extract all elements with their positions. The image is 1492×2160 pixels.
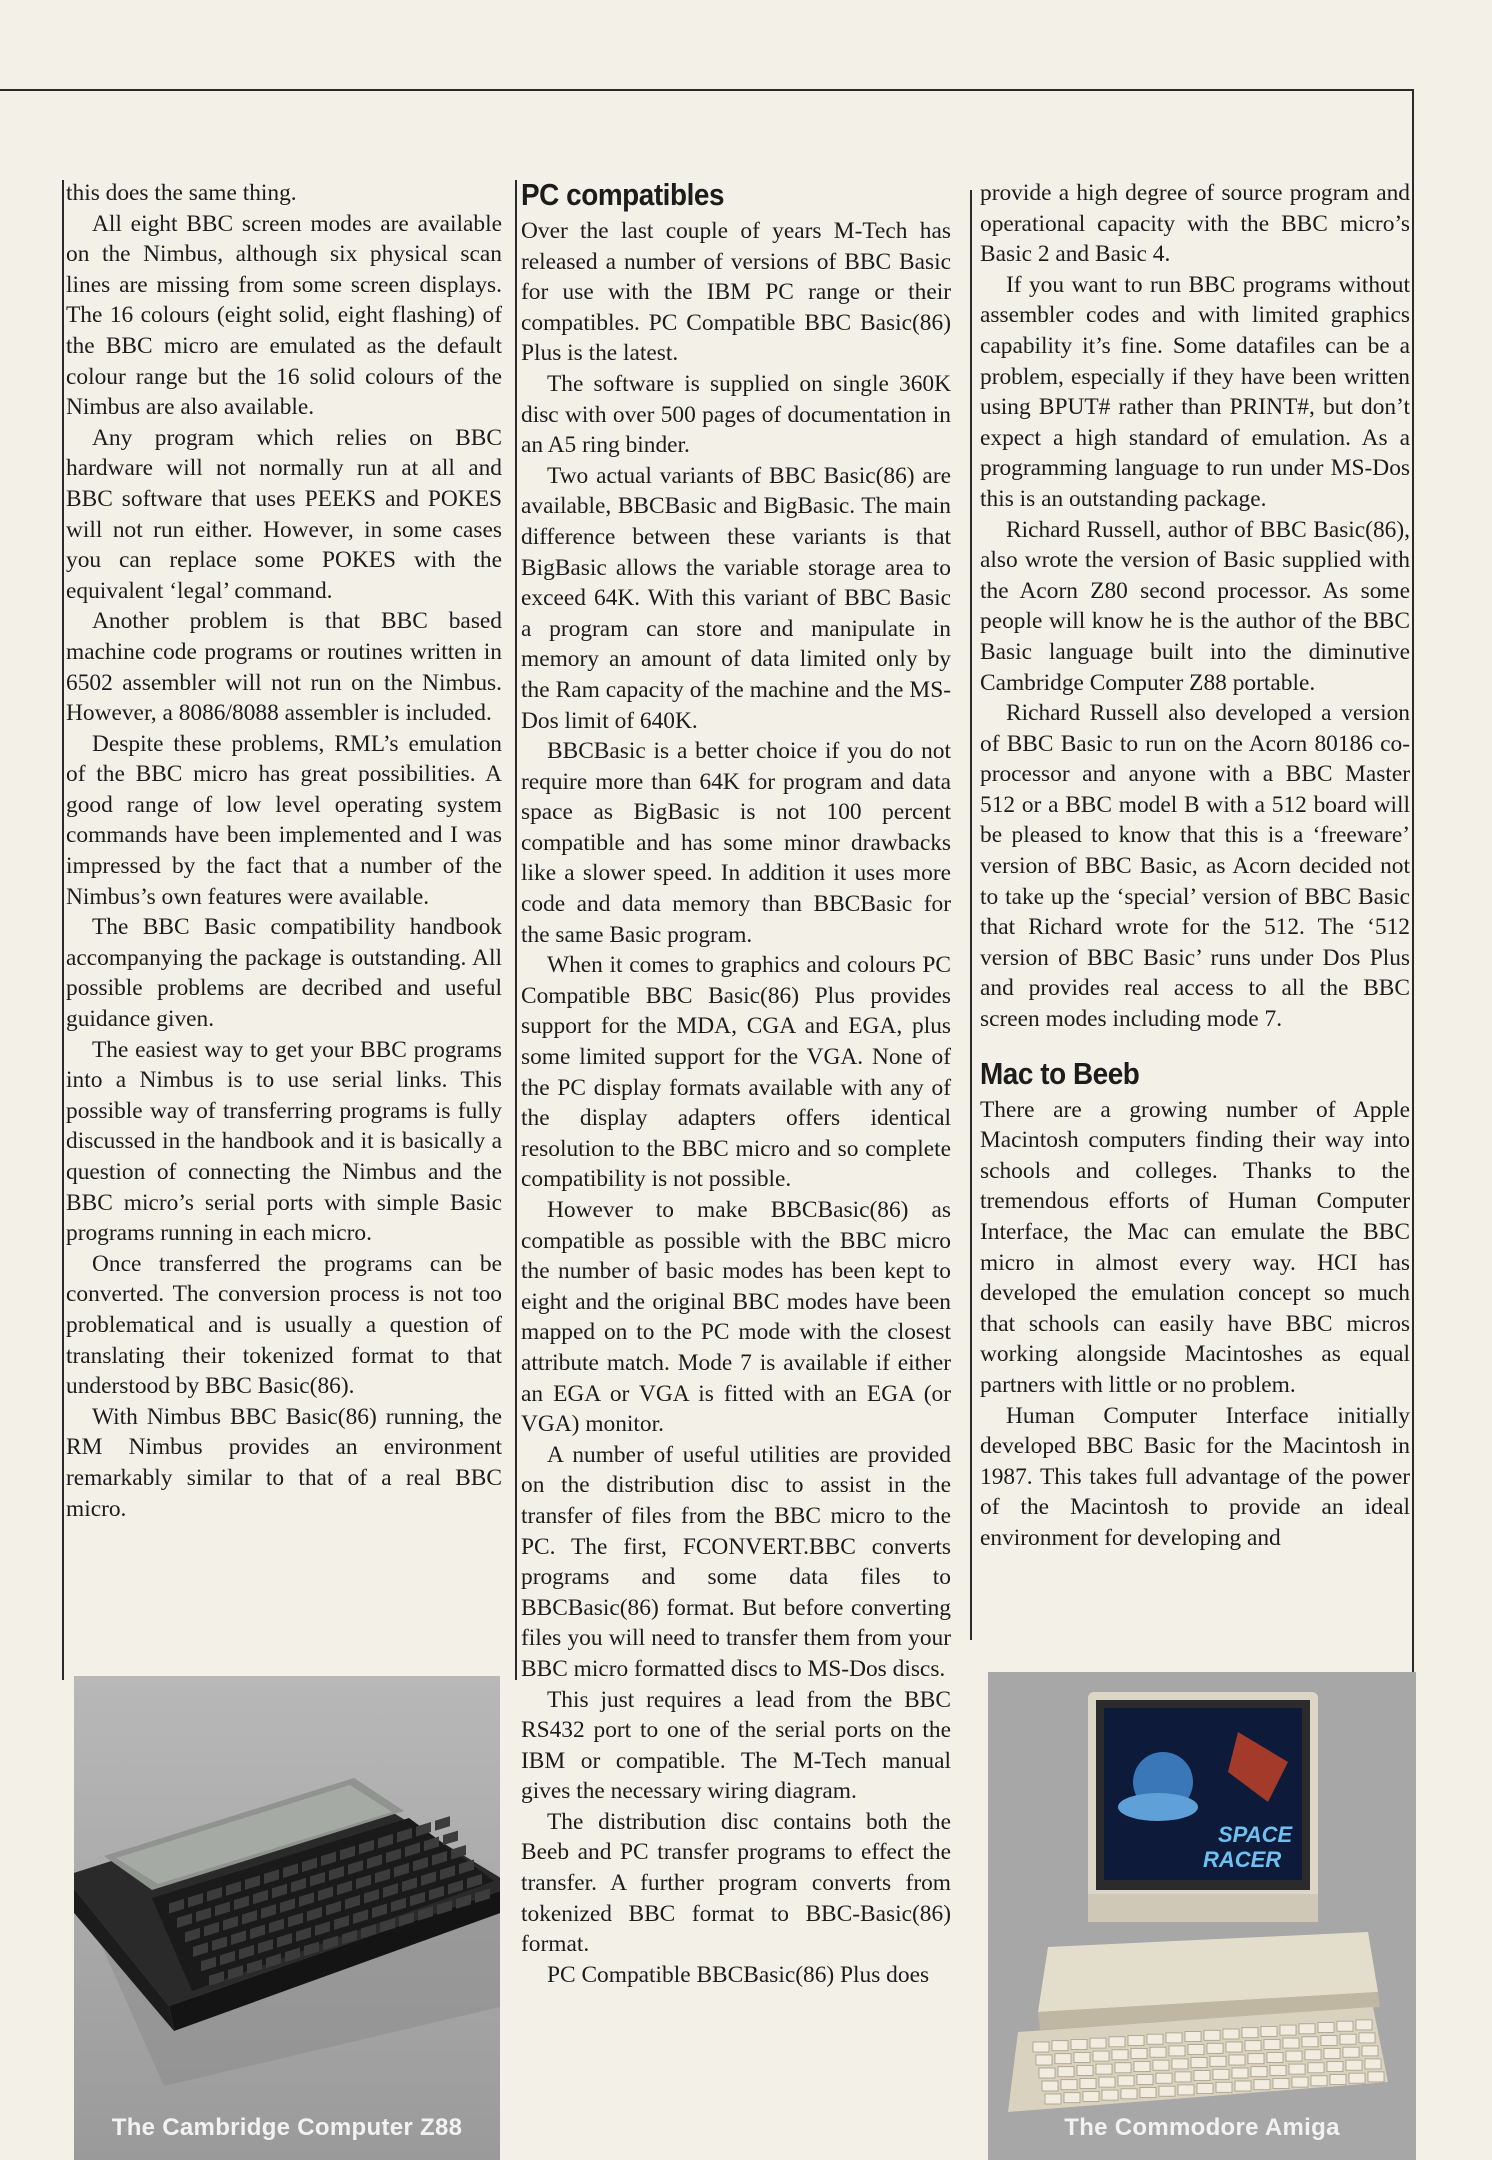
paragraph: Another problem is that BBC based machine code programs or routines written in 6502 assembler will not run on the Nimbus. However, a 8086/8088 assembler is included. (66, 608, 502, 727)
key-cap (1071, 2039, 1087, 2049)
key-cap (1337, 2021, 1353, 2031)
key-cap (1362, 2046, 1378, 2056)
key-cap (1264, 2039, 1280, 2049)
key-cap (1121, 2089, 1137, 2099)
key-cap (1140, 2088, 1156, 2098)
key-cap (1229, 2055, 1245, 2065)
key-cap (1118, 2076, 1134, 2086)
key-cap (1131, 2049, 1147, 2059)
paragraph: However to make BBCBasic(86) as compatible as possible with the BBC micro the number of basic modes has been kept to eight and the original BBC modes have been mapped on to the PC mode with the closest attribute match. Mode 7 is available if either an EGA or VGA is fitted with an EGA (or VGA) monitor. (521, 1197, 951, 1438)
key-cap (1093, 2051, 1109, 2061)
column-rule-2 (515, 180, 517, 1680)
key-cap (1175, 2072, 1191, 2082)
key-cap (1248, 2054, 1264, 2064)
paragraph: Richard Russell also developed a version of BBC Basic to run on the Acorn 80186 co-processor and anyone with a BBC Master 512 or a BBC model B with a 512 board will be pleased to know that this is a ‘freeware’ version of BBC Basic, as Acorn decided not to take up the ‘special’ version of BBC Basic that Richard wrote for the 512. The ‘512 version of BBC Basic’ runs under Dos Plus and provides real access to all the BBC screen modes including mode 7. (980, 700, 1410, 1033)
key-cap (1226, 2042, 1242, 2052)
key-cap (1090, 2038, 1106, 2048)
paragraph: A number of useful utilities are provided on the distribution disc to assist in the transfer of files from the BBC micro to the PC. The first, FCONVERT.BBC converts programs and some data files to BBCBasic(86) format. But before converting files you will need to transfer them from your BBC micro formatted discs to MS-Dos discs. (521, 1441, 951, 1682)
key-cap (1283, 2038, 1299, 2048)
key-cap (1191, 2058, 1207, 2068)
key-cap (1340, 2034, 1356, 2044)
paragraph: The easiest way to get your BBC programs into a Nimbus is to use serial links. This possible way of transferring programs is fully discussed in the handbook and it is basically a question of connecting the Nimbus and the BBC micro’s serial ports with simple Basic programs running in each micro. (66, 1036, 502, 1247)
key-cap (1280, 2025, 1296, 2035)
key-cap (1099, 2077, 1115, 2087)
key-cap (1188, 2045, 1204, 2055)
key-cap (1036, 2055, 1052, 2065)
key-cap (1178, 2085, 1194, 2095)
key-cap (1273, 2078, 1289, 2088)
key-cap (1349, 2073, 1365, 2083)
paragraph: Richard Russell, author of BBC Basic(86), also wrote the version of Basic supplied with the Acorn Z80 second processor. As some people will know he is the author of the BBC Basic language built into the diminutive Cambridge Computer Z88 portable. (980, 516, 1410, 696)
paragraph: The BBC Basic compatibility handbook accompanying the package is outstanding. All possible problems are decribed and useful guidance given. (66, 914, 502, 1033)
photo-cambridge-z88 (74, 1676, 500, 2160)
key-cap (1324, 2049, 1340, 2059)
section-heading-pc-compatibles: PC compatibles (521, 177, 725, 212)
paragraph: The distribution disc contains both the Beeb and PC transfer programs to effect the transfer. A further program converts from tokenized BBC format to BBC-Basic(86) format. (521, 1808, 951, 1958)
key-cap (1185, 2032, 1201, 2042)
key-cap (1052, 2041, 1068, 2051)
key-cap (1207, 2043, 1223, 2053)
paragraph: All eight BBC screen modes are available on the Nimbus, although six physical scan lines are missing from some screen displays. The 16 colours (eight solid, eight flashing) of the BBC micro are emulated as the default colour range but the 16 solid colours of the Nimbus are also available. (66, 210, 502, 421)
paragraph: PC Compatible BBCBasic(86) Plus does (547, 1961, 930, 1988)
paragraph: Any program which relies on BBC hardware will not normally run at all and BBC software that uses PEEKS and POKES will not run either. However, in some cases you can replace some POKES with the equivalent ‘legal’ command. (66, 424, 502, 604)
key-cap (1039, 2068, 1055, 2078)
key-cap (1112, 2050, 1128, 2060)
key-cap (1169, 2046, 1185, 2056)
key-cap (1115, 2063, 1131, 2073)
paragraph: With Nimbus BBC Basic(86) running, the RM Nimbus provides an environment remarkably similar to that of a real BBC micro. (66, 1403, 502, 1522)
paragraph: If you want to run BBC programs without assembler codes and with limited graphics capability it’s fine. Some datafiles can be a problem, especially if they have been written using BPUT# rather than PRINT#, but don’t expect a high standard of emulation. As a programming language to run under MS-Dos this is an outstanding package. (980, 271, 1410, 512)
key-cap (1128, 2036, 1144, 2046)
key-cap (1261, 2026, 1277, 2036)
section-heading-mac-to-beeb: Mac to Beeb (980, 1055, 1140, 1091)
key-cap (1289, 2064, 1305, 2074)
key-cap (1077, 2065, 1093, 2075)
key-cap (1058, 2067, 1074, 2077)
paragraph: The software is supplied on single 360K disc with over 500 pages of documentation in an A5 ring binder. (521, 370, 951, 459)
key-cap (1356, 2020, 1372, 2030)
screen-game-title-line-2: RACER (1203, 1847, 1282, 1872)
key-cap (1061, 2080, 1077, 2090)
paragraph: Human Computer Interface initially developed BBC Basic for the Macintosh in 1987. This takes full advantage of the power of the Macintosh to provide an ideal environment for developing and (980, 1402, 1410, 1551)
column-3 (980, 178, 1410, 1554)
photo-caption-z88: The Cambridge Computer Z88 (111, 2114, 463, 2141)
paragraph: When it comes to graphics and colours PC Compatible BBC Basic(86) Plus provides support for the MDA, CGA and EGA, plus some limited support for the VGA. None of the PC display formats available with any of the display adapters offers identical resolution to the BBC micro and so complete compatibility is not possible. (521, 952, 951, 1193)
key-cap (1033, 2042, 1049, 2052)
key-cap (1251, 2067, 1267, 2077)
key-cap (1134, 2062, 1150, 2072)
key-cap (1232, 2068, 1248, 2078)
key-cap (1343, 2047, 1359, 2057)
key-cap (1159, 2086, 1175, 2096)
paragraph: Two actual variants of BBC Basic(86) are available, BBCBasic and BigBasic. The main difference between these variants is that BigBasic allows the variable storage area to exceed 64K. With this variant of BBC Basic a program can store and manipulate in memory an amount of data limited only by the Ram capacity of the machine and the MS-Dos limit of 640K. (521, 462, 951, 734)
key-cap (1299, 2024, 1315, 2034)
column-rule-1 (62, 180, 64, 1680)
key-cap (1311, 2076, 1327, 2086)
key-cap (1305, 2050, 1321, 2060)
paragraph: this does the same thing. (66, 180, 297, 206)
key-cap (1254, 2080, 1270, 2090)
key-cap (1172, 2059, 1188, 2069)
key-cap (1245, 2041, 1261, 2051)
key-cap (1368, 2072, 1384, 2082)
column-rule-3 (970, 190, 972, 1640)
key-cap (1083, 2091, 1099, 2101)
key-cap (1327, 2062, 1343, 2072)
key-cap (1270, 2065, 1286, 2075)
screen-game-title-line-1: SPACE (1218, 1822, 1293, 1847)
top-rule (0, 89, 1413, 91)
key-cap (1365, 2059, 1381, 2069)
key-cap (1286, 2051, 1302, 2061)
key-cap (1096, 2064, 1112, 2074)
photo-commodore-amiga (988, 1672, 1416, 2160)
key-cap (1156, 2073, 1172, 2083)
paragraph: Once transferred the programs can be converted. The conversion process is not too problematical and is usually a question of translating their tokenized format to that understood by BBC Basic(86). (66, 1250, 502, 1400)
key-cap (1308, 2063, 1324, 2073)
key-cap (1213, 2069, 1229, 2079)
key-cap (1045, 2094, 1061, 2104)
key-cap (1204, 2030, 1220, 2040)
key-cap (1147, 2034, 1163, 2044)
key-cap (1242, 2028, 1258, 2038)
paragraph: There are a growing number of Apple Macintosh computers finding their way into schools and colleges. Thanks to the tremendous efforts of Human Computer Interface, the Mac can emulate the BBC micro in almost every way. HCI has developed the emulation concept so much that schools can easily have BBC micros working alongside Macintoshes as equal partners with little or no problem. (980, 1096, 1410, 1398)
paragraph: This just requires a lead from the BBC RS432 port to one of the serial ports on the IBM or compatible. The M-Tech manual gives the necessary wiring diagram. (521, 1686, 951, 1805)
paragraph: Despite these problems, RML’s emulation of the BBC micro has great possibilities. A good range of low level operating system commands have been implemented and I was impressed by the fact that a number of the Nimbus’s own features were available. (66, 730, 502, 910)
paragraph: provide a high degree of source program and operational capacity with the BBC micro’s Basic 2 and Basic 4. (980, 180, 1410, 268)
key-cap (1102, 2090, 1118, 2100)
key-cap (1235, 2081, 1251, 2091)
key-cap (1080, 2078, 1096, 2088)
key-cap (1346, 2060, 1362, 2070)
key-cap (1321, 2036, 1337, 2046)
key-cap (1318, 2023, 1334, 2033)
key-cap (1292, 2077, 1308, 2087)
paragraph: Over the last couple of years M-Tech has released a number of versions of BBC Basic for use with the IBM PC range or their compatibles. PC Compatible BBC Basic(86) Plus is the latest. (521, 218, 951, 367)
key-cap (1267, 2052, 1283, 2062)
key-cap (1223, 2029, 1239, 2039)
key-cap (1197, 2084, 1213, 2094)
key-cap (1150, 2047, 1166, 2057)
z88-computer-illustration (74, 1676, 500, 2160)
key-cap (1042, 2081, 1058, 2091)
key-cap (1302, 2037, 1318, 2047)
column-1 (66, 178, 502, 1524)
key-cap (1064, 2093, 1080, 2103)
key-cap (1074, 2052, 1090, 2062)
key-cap (1210, 2056, 1226, 2066)
key-cap (1166, 2033, 1182, 2043)
key-cap (1194, 2071, 1210, 2081)
key-cap (1137, 2075, 1153, 2085)
key-cap (1109, 2037, 1125, 2047)
paragraph: BBCBasic is a better choice if you do not require more than 64K for program and data space as BigBasic is not 100 percent compatible and has some minor drawbacks like a slower speed. In addition it uses more code and data memory than BBCBasic for the same Basic program. (521, 738, 951, 948)
key-cap (1055, 2054, 1071, 2064)
key-cap (1330, 2075, 1346, 2085)
photo-caption-amiga: The Commodore Amiga (1064, 2114, 1340, 2141)
key-cap (1359, 2033, 1375, 2043)
key-cap (1153, 2060, 1169, 2070)
amiga-computer-illustration (988, 1672, 1416, 2160)
column-2 (521, 176, 951, 1990)
key-cap (1216, 2082, 1232, 2092)
